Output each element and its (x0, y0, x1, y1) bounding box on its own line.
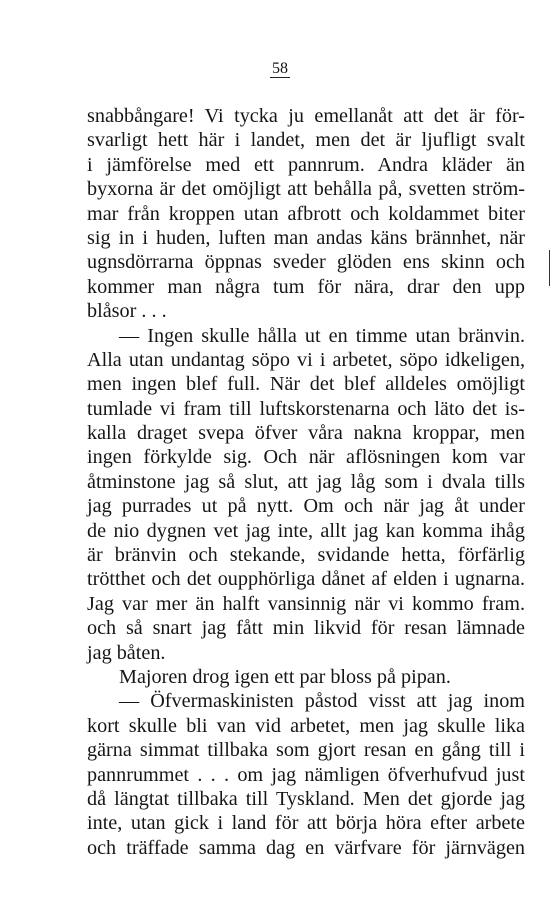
text-line: — Ingen skulle hålla ut en timme utan bränvin. (119, 324, 525, 347)
text-line: men ingen blef full. När det blef alldeles omöjligt (87, 373, 525, 396)
text-line: tumlade vi fram till luftskorstenarna och läto det is- (87, 397, 525, 420)
margin-mark (549, 250, 550, 286)
text-line: svarligt hett här i landet, men det är ljufligt svalt (87, 129, 525, 152)
text-line: Majoren drog igen ett par bloss på pipan. (119, 665, 451, 688)
text-line: och träffade samma dag en värfvare för järnvägen (87, 836, 525, 859)
page-number: 58 (272, 60, 288, 77)
text-line: gärna simmat tillbaka som gjort resan en gång till i (87, 739, 525, 762)
text-line: kommer man några tum för nära, drar den upp (87, 275, 525, 298)
text-line: Alla utan undantag söpo vi i arbetet, söpo idkeligen, (87, 348, 525, 371)
text-line: ingen förkylde sig. Och när aflösningen kom var (87, 446, 525, 469)
text-line: kort skulle bli van vid arbetet, men jag skulle lika (87, 714, 525, 737)
text-line: trötthet och det oupphörliga dånet af elden i ugnarna. (87, 568, 525, 591)
text-line: snabbångare! Vi tycka ju emellanåt att det är för- (87, 105, 525, 127)
text-line: är bränvin och stekande, svidande hetta, förfärlig (87, 544, 525, 567)
text-line: i jämförelse med ett pannrum. Andra kläder än (87, 153, 525, 176)
text-line: kalla draget svepa öfver våra nakna kroppar, men (87, 422, 525, 445)
text-line: byxorna är det omöjligt att behålla på, svetten ström- (87, 178, 525, 201)
text-line: ugnsdörrarna öppnas sveder glöden ens skinn och (87, 251, 525, 274)
text-line: jag purrades ut på nytt. Om och när jag åt under (87, 495, 525, 518)
text-line: jag båten. (87, 641, 166, 664)
text-line: mar från kroppen utan afbrott och koldammet biter (87, 202, 525, 225)
text-line: — Öfvermaskinisten påstod visst att jag inom (119, 690, 525, 713)
text-line: de nio dygnen vet jag inte, allt jag kan komma ihåg (87, 519, 525, 542)
text-line: åtminstone jag så slut, att jag låg som i dvala tills (87, 470, 525, 493)
text-line: pannrummet . . . om jag nämligen öfverhufvud just (87, 763, 525, 786)
text-line: inte, utan gick i land för att börja höra efter arbete (87, 812, 525, 835)
text-line: sig in i huden, luften man andas käns brännhet, när (87, 226, 525, 249)
text-line: Jag var mer än halft vansinnig när vi kommo fram. (87, 592, 525, 615)
text-line: och så snart jag fått min likvid för resan lämnade (87, 617, 525, 640)
body-text (87, 104, 525, 860)
text-line: då längtat tillbaka till Tyskland. Men det gjorde jag (87, 787, 525, 810)
text-line: blåsor . . . (87, 300, 167, 323)
